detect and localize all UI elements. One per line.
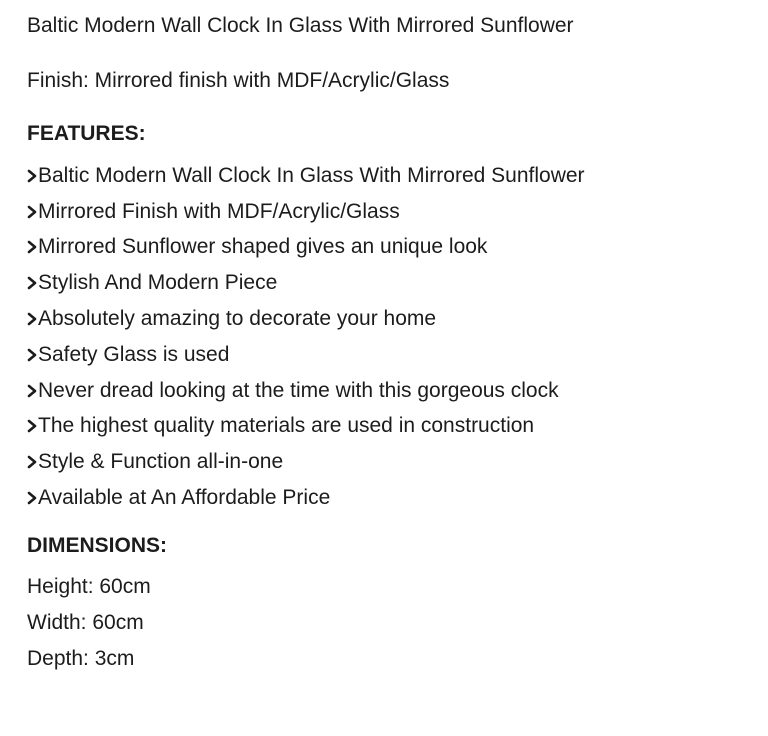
feature-text: Mirrored Finish with MDF/Acrylic/Glass [38,199,400,223]
feature-item [27,373,768,409]
chevron-right-icon [27,491,37,505]
chevron-right-icon [27,419,37,433]
features-heading: FEATURES: [27,122,146,145]
feature-item [27,230,768,266]
feature-list [27,158,768,516]
chevron-right-icon [27,240,37,254]
feature-item [27,301,768,337]
feature-item [27,194,768,230]
feature-item [27,444,768,480]
dimension-width: Width: 60cm [27,610,144,634]
feature-text: Style & Function all-in-one [38,450,284,474]
feature-item [27,265,768,301]
feature-text: Mirrored Sunflower shaped gives an unique look [38,235,488,259]
chevron-right-icon [27,455,37,469]
feature-text: Never dread looking at the time with this gorgeous clock [38,378,559,402]
feature-item [27,158,768,194]
feature-item [27,337,768,373]
chevron-right-icon [27,312,37,326]
chevron-right-icon [27,348,37,362]
product-finish: Finish: Mirrored finish with MDF/Acrylic/Glass [27,69,450,92]
feature-text: Stylish And Modern Piece [38,271,278,295]
dimension-depth: Depth: 3cm [27,646,135,670]
chevron-right-icon [27,169,37,183]
chevron-right-icon [27,384,37,398]
feature-text: The highest quality materials are used in construction [38,414,535,438]
feature-text: Safety Glass is used [38,342,230,366]
dimensions-list [27,569,768,676]
feature-item [27,409,768,445]
feature-text: Available at An Affordable Price [38,486,331,510]
feature-item [27,480,768,516]
chevron-right-icon [27,205,37,219]
product-title: Baltic Modern Wall Clock In Glass With Mirrored Sunflower [27,14,574,37]
dimensions-heading: DIMENSIONS: [27,533,168,557]
feature-text: Baltic Modern Wall Clock In Glass With Mirrored Sunflower [38,163,585,187]
feature-text: Absolutely amazing to decorate your home [38,307,437,331]
chevron-right-icon [27,276,37,290]
dimension-height: Height: 60cm [27,574,151,598]
